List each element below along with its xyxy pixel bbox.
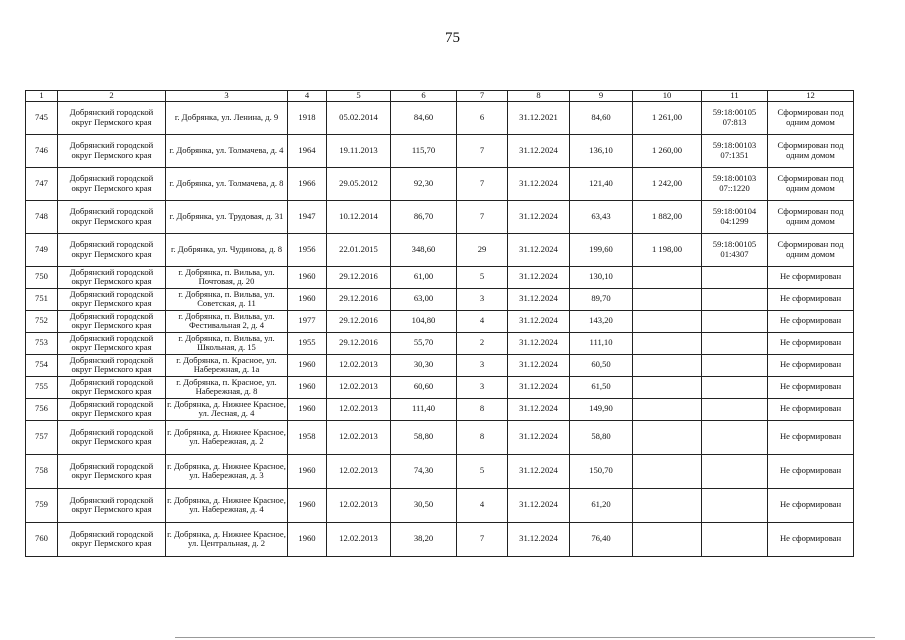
deadline-cell: 31.12.2024 <box>508 266 570 288</box>
municipality-cell: Добрянский городской округ Пермского края <box>58 167 166 200</box>
table-row <box>26 376 854 398</box>
cadastral-number-cell <box>702 454 768 488</box>
row-number-cell: 749 <box>26 233 58 266</box>
plot-area-cell <box>633 420 702 454</box>
apartments-cell: 3 <box>457 354 508 376</box>
land-area-cell: 111,10 <box>570 332 633 354</box>
survey-date-cell: 12.02.2013 <box>327 420 391 454</box>
build-year-cell: 1960 <box>288 354 327 376</box>
row-number-cell: 755 <box>26 376 58 398</box>
row-number-cell: 757 <box>26 420 58 454</box>
deadline-cell: 31.12.2021 <box>508 101 570 134</box>
apartments-cell: 7 <box>457 134 508 167</box>
area-cell: 92,30 <box>391 167 457 200</box>
cadastral-number-cell <box>702 376 768 398</box>
area-cell: 74,30 <box>391 454 457 488</box>
address-cell: г. Добрянка, п. Красное, ул. Набережная, д. 1а <box>166 354 288 376</box>
plot-area-cell <box>633 266 702 288</box>
deadline-cell: 31.12.2024 <box>508 376 570 398</box>
status-cell: Сформирован под одним домом <box>768 167 854 200</box>
land-area-cell: 150,70 <box>570 454 633 488</box>
municipality-cell: Добрянский городской округ Пермского края <box>58 134 166 167</box>
municipality-cell: Добрянский городской округ Пермского края <box>58 354 166 376</box>
plot-area-cell <box>633 398 702 420</box>
cadastral-number-cell <box>702 310 768 332</box>
status-cell: Не сформирован <box>768 310 854 332</box>
table-row <box>26 454 854 488</box>
row-number-cell: 756 <box>26 398 58 420</box>
table-row <box>26 332 854 354</box>
status-cell: Не сформирован <box>768 288 854 310</box>
deadline-cell: 31.12.2024 <box>508 332 570 354</box>
area-cell: 84,60 <box>391 101 457 134</box>
build-year-cell: 1955 <box>288 332 327 354</box>
row-number-cell: 753 <box>26 332 58 354</box>
status-cell: Не сформирован <box>768 420 854 454</box>
land-area-cell: 89,70 <box>570 288 633 310</box>
address-cell: г. Добрянка, п. Вильва, ул. Школьная, д. 15 <box>166 332 288 354</box>
address-cell: г. Добрянка, д. Нижнее Красное, ул. Набережная, д. 2 <box>166 420 288 454</box>
land-area-cell: 76,40 <box>570 522 633 556</box>
plot-area-cell: 1 260,00 <box>633 134 702 167</box>
table-row <box>26 488 854 522</box>
row-number-cell: 748 <box>26 200 58 233</box>
page-bottom-line <box>175 637 875 638</box>
column-number: 3 <box>166 91 288 102</box>
survey-date-cell: 29.05.2012 <box>327 167 391 200</box>
address-cell: г. Добрянка, д. Нижнее Красное, ул. Лесная, д. 4 <box>167 398 286 419</box>
municipality-cell: Добрянский городской округ Пермского края <box>58 266 166 288</box>
table-row <box>26 266 854 288</box>
apartments-cell: 7 <box>457 200 508 233</box>
deadline-cell: 31.12.2024 <box>508 522 570 556</box>
status-cell: Не сформирован <box>768 488 854 522</box>
table-row <box>26 134 854 167</box>
municipality-cell: Добрянский городской округ Пермского края <box>58 454 166 488</box>
area-cell: 104,80 <box>391 310 457 332</box>
land-area-cell: 84,60 <box>570 101 633 134</box>
plot-area-cell: 1 261,00 <box>633 101 702 134</box>
build-year-cell: 1966 <box>288 167 327 200</box>
survey-date-cell: 29.12.2016 <box>327 332 391 354</box>
land-area-cell: 121,40 <box>570 167 633 200</box>
survey-date-cell: 29.12.2016 <box>327 288 391 310</box>
column-number: 11 <box>702 91 768 102</box>
cadastral-number-cell <box>702 332 768 354</box>
register-table <box>25 90 854 557</box>
column-number-row <box>26 91 854 102</box>
survey-date-cell: 29.12.2016 <box>327 310 391 332</box>
table-row <box>26 288 854 310</box>
cadastral-number-cell: 59:18:00103 07::1220 <box>702 167 768 200</box>
column-number: 6 <box>391 91 457 102</box>
cadastral-number-cell <box>702 354 768 376</box>
address-cell: г. Добрянка, п. Вильва, ул. Советская, д. 11 <box>166 288 288 310</box>
address-cell: г. Добрянка, ул. Толмачева, д. 8 <box>166 167 288 200</box>
apartments-cell: 7 <box>457 167 508 200</box>
table-row <box>26 420 854 454</box>
address-cell: г. Добрянка, д. Нижнее Красное, ул. Набережная, д. 3 <box>166 454 288 488</box>
deadline-cell: 31.12.2024 <box>508 310 570 332</box>
municipality-cell: Добрянский городской округ Пермского края <box>58 376 166 398</box>
column-number: 1 <box>26 91 58 102</box>
survey-date-cell: 12.02.2013 <box>327 354 391 376</box>
deadline-cell: 31.12.2024 <box>508 233 570 266</box>
land-area-cell: 61,20 <box>570 488 633 522</box>
survey-date-cell: 12.02.2013 <box>327 376 391 398</box>
cadastral-number-cell <box>702 522 768 556</box>
land-area-cell: 130,10 <box>570 266 633 288</box>
status-cell: Не сформирован <box>768 398 854 420</box>
row-number-cell: 760 <box>26 522 58 556</box>
build-year-cell: 1947 <box>288 200 327 233</box>
status-cell: Не сформирован <box>768 266 854 288</box>
land-area-cell: 143,20 <box>570 310 633 332</box>
apartments-cell: 4 <box>457 310 508 332</box>
address-cell: г. Добрянка, д. Нижнее Красное, ул. Набережная, д. 4 <box>166 488 288 522</box>
address-cell: г. Добрянка, п. Вильва, ул. Фестивальная 2, д. 4 <box>166 310 288 332</box>
column-number: 7 <box>457 91 508 102</box>
deadline-cell: 31.12.2024 <box>508 354 570 376</box>
status-cell: Сформирован под одним домом <box>768 134 854 167</box>
survey-date-cell: 29.12.2016 <box>327 266 391 288</box>
row-number-cell: 752 <box>26 310 58 332</box>
land-area-cell: 60,50 <box>570 354 633 376</box>
register-body <box>26 101 854 556</box>
survey-date-cell: 12.02.2013 <box>327 454 391 488</box>
page-number: 75 <box>445 30 460 46</box>
cadastral-number-cell <box>702 266 768 288</box>
cadastral-number-cell <box>702 420 768 454</box>
column-number: 10 <box>633 91 702 102</box>
plot-area-cell: 1 198,00 <box>633 233 702 266</box>
address-cell: г. Добрянка, п. Красное, ул. Набережная, д. 8 <box>166 376 288 398</box>
build-year-cell: 1960 <box>288 454 327 488</box>
deadline-cell: 31.12.2024 <box>508 420 570 454</box>
build-year-cell: 1960 <box>288 522 327 556</box>
plot-area-cell <box>633 332 702 354</box>
deadline-cell: 31.12.2024 <box>508 167 570 200</box>
row-number-cell: 750 <box>26 266 58 288</box>
municipality-cell: Добрянский городской округ Пермского края <box>58 522 166 556</box>
build-year-cell: 1958 <box>288 420 327 454</box>
land-area-cell: 136,10 <box>570 134 633 167</box>
land-area-cell: 199,60 <box>570 233 633 266</box>
municipality-cell: Добрянский городской округ Пермского края <box>58 310 166 332</box>
build-year-cell: 1964 <box>288 134 327 167</box>
deadline-cell: 31.12.2024 <box>508 454 570 488</box>
apartments-cell: 3 <box>457 288 508 310</box>
status-cell: Не сформирован <box>768 454 854 488</box>
apartments-cell: 4 <box>457 488 508 522</box>
deadline-cell: 31.12.2024 <box>508 398 570 420</box>
survey-date-cell: 10.12.2014 <box>327 200 391 233</box>
deadline-cell: 31.12.2024 <box>508 134 570 167</box>
status-cell: Сформирован под одним домом <box>768 233 854 266</box>
address-cell: г. Добрянка, д. Нижнее Красное, ул. Центральная, д. 2 <box>166 522 288 556</box>
survey-date-cell: 19.11.2013 <box>327 134 391 167</box>
plot-area-cell: 1 882,00 <box>633 200 702 233</box>
build-year-cell: 1918 <box>288 101 327 134</box>
column-number: 12 <box>768 91 854 102</box>
table-row <box>26 522 854 556</box>
build-year-cell: 1956 <box>288 233 327 266</box>
area-cell: 63,00 <box>391 288 457 310</box>
plot-area-cell <box>633 288 702 310</box>
municipality-cell: Добрянский городской округ Пермского края <box>58 488 166 522</box>
plot-area-cell <box>633 310 702 332</box>
status-cell: Не сформирован <box>768 354 854 376</box>
area-cell: 30,30 <box>391 354 457 376</box>
address-cell: г. Добрянка, ул. Толмачева, д. 4 <box>166 134 288 167</box>
address-cell: г. Добрянка, п. Вильва, ул. Почтовая, д. 20 <box>166 266 288 288</box>
area-cell: 30,50 <box>391 488 457 522</box>
area-cell: 60,60 <box>391 376 457 398</box>
municipality-cell: Добрянский городской округ Пермского края <box>58 101 166 134</box>
row-number-cell: 747 <box>26 167 58 200</box>
status-cell: Сформирован под одним домом <box>768 200 854 233</box>
address-cell: г. Добрянка, ул. Чудинова, д. 8 <box>166 233 288 266</box>
apartments-cell: 3 <box>457 376 508 398</box>
deadline-cell: 31.12.2024 <box>508 288 570 310</box>
column-number: 8 <box>508 91 570 102</box>
apartments-cell: 8 <box>457 420 508 454</box>
plot-area-cell <box>633 376 702 398</box>
cadastral-number-cell: 59:18:00105 01:4307 <box>702 233 768 266</box>
apartments-cell: 5 <box>457 266 508 288</box>
row-number-cell: 751 <box>26 288 58 310</box>
survey-date-cell: 12.02.2013 <box>327 398 391 420</box>
table-row <box>26 354 854 376</box>
area-cell: 58,80 <box>391 420 457 454</box>
municipality-cell: Добрянский городской округ Пермского края <box>58 200 166 233</box>
plot-area-cell <box>633 488 702 522</box>
deadline-cell: 31.12.2024 <box>508 200 570 233</box>
column-number: 2 <box>58 91 166 102</box>
status-cell: Не сформирован <box>768 376 854 398</box>
cadastral-number-cell: 59:18:00104 04:1299 <box>702 200 768 233</box>
apartments-cell: 6 <box>457 101 508 134</box>
plot-area-cell <box>633 522 702 556</box>
municipality-cell: Добрянский городской округ Пермского края <box>58 420 166 454</box>
table-row <box>26 101 854 134</box>
row-number-cell: 754 <box>26 354 58 376</box>
municipality-cell: Добрянский городской округ Пермского края <box>58 288 166 310</box>
area-cell: 111,40 <box>391 398 457 420</box>
survey-date-cell: 05.02.2014 <box>327 101 391 134</box>
build-year-cell: 1960 <box>288 376 327 398</box>
area-cell: 38,20 <box>391 522 457 556</box>
area-cell: 115,70 <box>391 134 457 167</box>
column-number: 5 <box>327 91 391 102</box>
address-cell: г. Добрянка, ул. Трудовая, д. 31 <box>166 200 288 233</box>
apartments-cell: 5 <box>457 454 508 488</box>
row-number-cell: 759 <box>26 488 58 522</box>
table-row <box>26 398 854 420</box>
apartments-cell: 8 <box>457 398 508 420</box>
survey-date-cell: 12.02.2013 <box>327 488 391 522</box>
build-year-cell: 1960 <box>288 266 327 288</box>
table-row <box>26 200 854 233</box>
row-number-cell: 758 <box>26 454 58 488</box>
cadastral-number-cell: 59:18:00103 07:1351 <box>702 134 768 167</box>
apartments-cell: 7 <box>457 522 508 556</box>
status-cell: Сформирован под одним домом <box>768 101 854 134</box>
municipality-cell: Добрянский городской округ Пермского края <box>58 398 166 420</box>
build-year-cell: 1977 <box>288 310 327 332</box>
plot-area-cell <box>633 454 702 488</box>
area-cell: 86,70 <box>391 200 457 233</box>
deadline-cell: 31.12.2024 <box>508 488 570 522</box>
cadastral-number-cell <box>702 398 768 420</box>
build-year-cell: 1960 <box>288 398 327 420</box>
land-area-cell: 58,80 <box>570 420 633 454</box>
area-cell: 61,00 <box>391 266 457 288</box>
cadastral-number-cell: 59:18:00105 07:813 <box>702 101 768 134</box>
land-area-cell: 63,43 <box>570 200 633 233</box>
survey-date-cell: 12.02.2013 <box>327 522 391 556</box>
column-number: 9 <box>570 91 633 102</box>
table-row <box>26 233 854 266</box>
land-area-cell: 61,50 <box>570 376 633 398</box>
cadastral-number-cell <box>702 488 768 522</box>
plot-area-cell <box>633 354 702 376</box>
apartments-cell: 2 <box>457 332 508 354</box>
row-number-cell: 746 <box>26 134 58 167</box>
area-cell: 348,60 <box>391 233 457 266</box>
build-year-cell: 1960 <box>288 288 327 310</box>
column-number: 4 <box>288 91 327 102</box>
address-cell: г. Добрянка, ул. Ленина, д. 9 <box>166 101 288 134</box>
plot-area-cell: 1 242,00 <box>633 167 702 200</box>
build-year-cell: 1960 <box>288 488 327 522</box>
row-number-cell: 745 <box>26 101 58 134</box>
municipality-cell: Добрянский городской округ Пермского края <box>58 233 166 266</box>
land-area-cell: 149,90 <box>570 398 633 420</box>
survey-date-cell: 22.01.2015 <box>327 233 391 266</box>
status-cell: Не сформирован <box>768 332 854 354</box>
cadastral-number-cell <box>702 288 768 310</box>
apartments-cell: 29 <box>457 233 508 266</box>
table-row <box>26 167 854 200</box>
status-cell: Не сформирован <box>768 522 854 556</box>
municipality-cell: Добрянский городской округ Пермского края <box>58 332 166 354</box>
area-cell: 55,70 <box>391 332 457 354</box>
table-row <box>26 310 854 332</box>
